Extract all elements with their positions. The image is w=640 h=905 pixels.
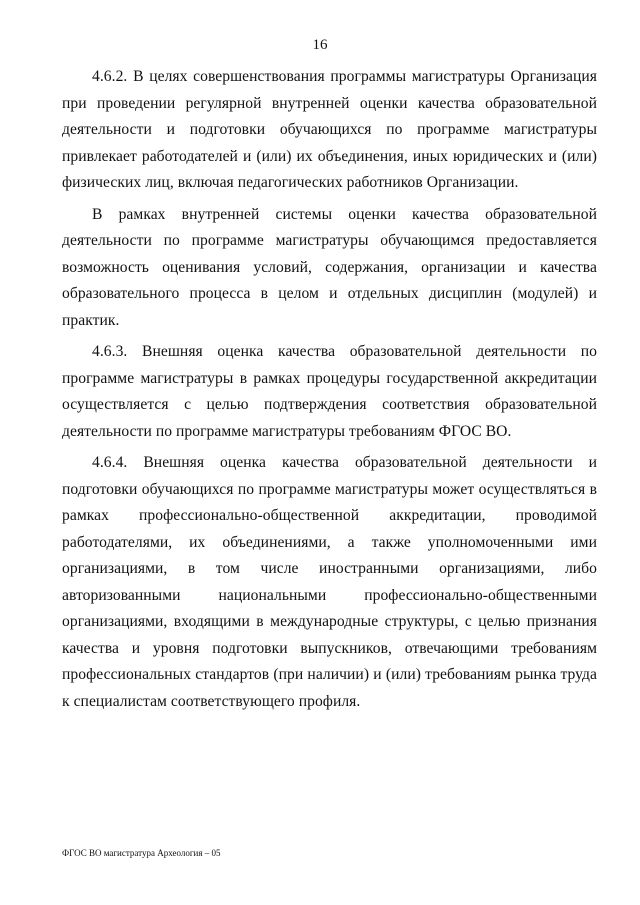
paragraph-internal-assessment: В рамках внутренней системы оценки качества образовательной деятельности по программе магистратуры обучающимся предоставляется возможность оценивания условий, содержания, организации и качества образовательного процесса в целом и отдельных дисциплин (модулей) и практик. [62,205,597,329]
paragraph-4-6-3: 4.6.3. Внешняя оценка качества образовательной деятельности по программе магистратуры в рамках процедуры государственной аккредитации осуществляется с целью подтверждения соответствия образовательной деятельности по программе магистратуры требованиям ФГОС ВО. [62,343,597,440]
document-body [62,64,597,720]
page-footer: ФГОС ВО магистратура Археология – 05 [62,848,221,858]
paragraph-4-6-4: 4.6.4. Внешняя оценка качества образовательной деятельности и подготовки обучающихся по программе магистратуры может осуществляться в рамках профессионально-общественной аккредитации, проводимой работодателями, их объединениями, а также уполномоченными ими организациями, в том числе иностранными организациями, либо авторизованными национальными профессионально-общественными организациями, входящими в международные структуры, с целью признания качества и уровня подготовки выпускников, отвечающими требованиям профессиональных стандартов (при наличии) и (или) требованиям рынка труда к специалистам соответствующего профиля. [62,454,597,710]
page-number: 16 [312,37,328,53]
paragraph-4-6-2: 4.6.2. В целях совершенствования программы магистратуры Организация при проведении регулярной внутренней оценки качества образовательной деятельности и подготовки обучающихся по программе магистратуры привлекает работодателей и (или) их объединения, иных юридических и (или) физических лиц, включая педагогических работников Организации. [62,68,597,191]
